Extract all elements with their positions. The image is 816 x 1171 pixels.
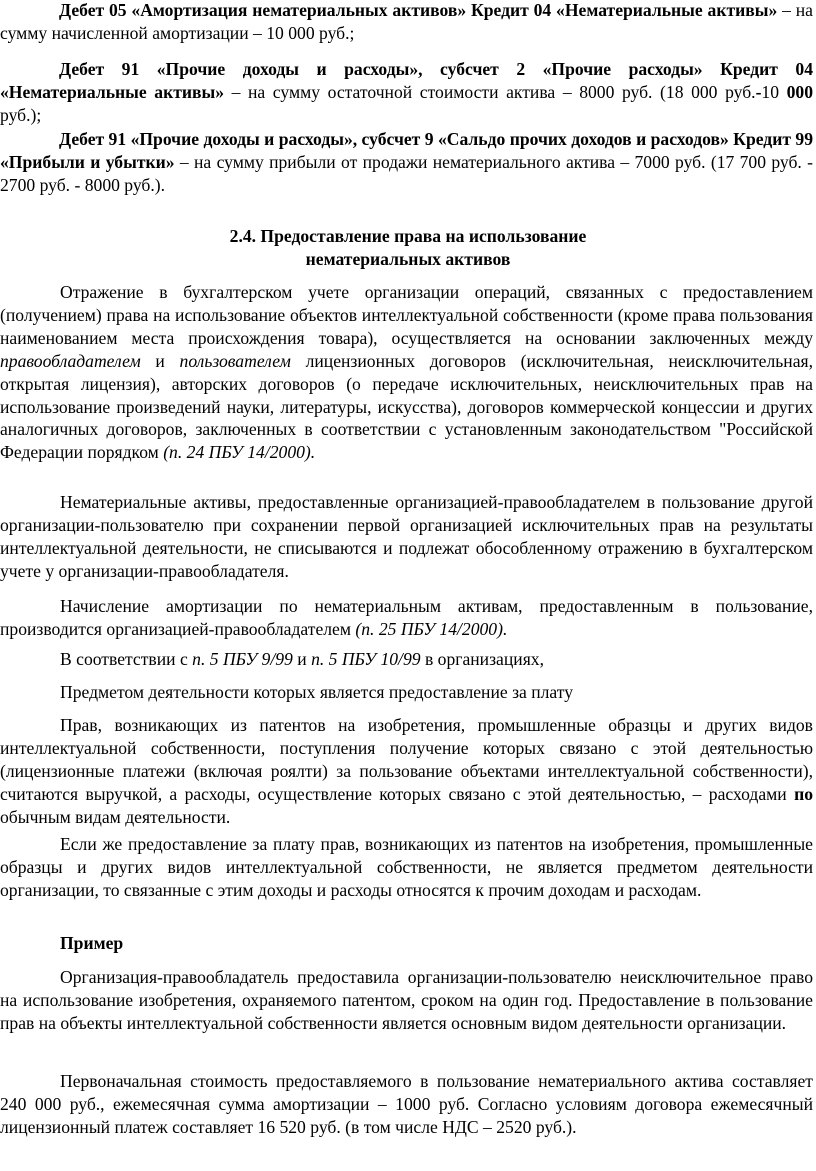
bold-word: по	[794, 783, 813, 804]
reference-italic: п. 5 ПБУ 10/99	[311, 649, 421, 669]
reference-italic: (п. 25 ПБУ 14/2000).	[355, 618, 508, 639]
paragraph: Организация-правообладатель предоставила организации-пользователю неисключительное право на использование изобретения, охраняемого патентом, сроком на один год. Предоставление в пользование прав на объекты интеллектуальной собственности является основным видом деятельности организации.	[0, 967, 813, 1033]
reference-italic: (п. 24 ПБУ 14/2000).	[163, 442, 316, 463]
paragraph-text: и	[292, 649, 312, 669]
section-heading-line: нематериальных активов	[305, 248, 511, 269]
paragraph-text: в организациях,	[420, 649, 544, 669]
example-title: Пример	[60, 933, 124, 953]
entry-paragraph	[0, 58, 813, 127]
entry-text: – на сумму прибыли от продажи нематериального актива – 7000 руб. (17 700 руб. - 2700 руб. - 8000 руб.).	[0, 151, 814, 195]
entry-text: – на сумму остаточной стоимости актива – 8000 руб. (18 000 руб.	[224, 81, 756, 102]
entry-paragraph	[0, 0, 813, 45]
paragraph-text: Отражение в бухгалтерском учете организации операций, связанных с предоставлением (получением) права на использование объектов интеллектуальной собственности (кроме права пользования наименованием места происхождения товара), осуществляется на основании заключенных между	[0, 282, 813, 348]
paragraph: Если же предоставление за плату прав, возникающих из патентов на изобретения, промышленные образцы и других видов интеллектуальной собственности, не является предметом деятельности организации, то связанные с этим доходы и расходы относятся к прочим доходам и расходам.	[0, 834, 813, 900]
paragraph: Первоначальная стоимость предоставляемого в пользование нематериального актива составляет 240 000 руб., ежемесячная сумма амортизации – 1000 руб. Согласно условиям договора ежемесячный лицензионный платеж составляет 16 520 руб. (в том числе НДС – 2520 руб.).	[0, 1071, 813, 1137]
paragraph-text: Прав, возникающих из патентов на изобретения, промышленные образцы и других видов интеллектуальной собственности, поступления получение которых связано с этой деятельностью (лицензионные платежи (включая роялти) за пользование объектами интеллектуальной собственности), считаются выручкой, а расходы, осуществление которых связано с этой деятельностью, – расходами	[0, 715, 813, 804]
section-heading-line: 2.4. Предоставление права на использование	[229, 226, 587, 246]
paragraph-text: обычным видам деятельности.	[0, 806, 231, 827]
paragraph-text: лицензионных договоров (исключительная, неисключительная, открытая лицензия), авторских договоров (о передаче исключительных, неисключительных прав на использование произведений науки, литературы, искусства), договоров коммерческой концессии и других аналогичных договоров, заключенных в соответствии с установленным законодательством "Российской Федерации порядком	[0, 350, 813, 463]
entry-text: руб.);	[0, 104, 42, 125]
term-italic: правообладателем	[0, 350, 141, 371]
entry-paragraph	[0, 128, 813, 197]
entry-accounts: Дебет 05 «Амортизация нематериальных активов» Кредит 04 «Нематериальные активы»	[59, 0, 778, 20]
paragraph: Предметом деятельности которых является предоставление за плату	[60, 682, 574, 702]
paragraph	[0, 714, 813, 829]
paragraph	[0, 648, 813, 671]
entry-text: – на сумму начисленной амортизации – 10 000 руб.;	[0, 0, 813, 43]
entry-text-bold: -	[755, 81, 762, 102]
paragraph: Нематериальные активы, предоставленные организацией-правообладателем в пользование другой организации-пользователю при сохранении первой организацией исключительных прав на результаты интеллектуальной деятельности, не списываются и подлежат обособленному отражению в бухгалтерском учете у организации-правообладателя.	[0, 492, 813, 581]
term-italic: пользователем	[179, 350, 291, 371]
entry-accounts: Дебет 91 «Прочие доходы и расходы», субсчет 2 «Прочие расходы» Кредит 04 «Нематериальные активы»	[0, 59, 813, 102]
section-heading	[0, 225, 816, 271]
paragraph	[0, 281, 813, 464]
paragraph-text: Начисление амортизации по нематериальным активам, предоставленным в пользование, производится организацией-правообладателем	[0, 596, 813, 639]
paragraph	[0, 595, 813, 641]
entry-text: 10	[761, 81, 787, 102]
paragraph-text: В соответствии с	[60, 649, 193, 669]
entry-accounts: Дебет 91 «Прочие доходы и расходы», субсчет 9 «Сальдо прочих доходов и расходов» Кредит 99 «Прибыли и убытки»	[0, 129, 813, 172]
paragraph-text: и	[140, 350, 180, 371]
entry-text-bold: 000	[786, 81, 813, 102]
reference-italic: п. 5 ПБУ 9/99	[192, 649, 293, 669]
